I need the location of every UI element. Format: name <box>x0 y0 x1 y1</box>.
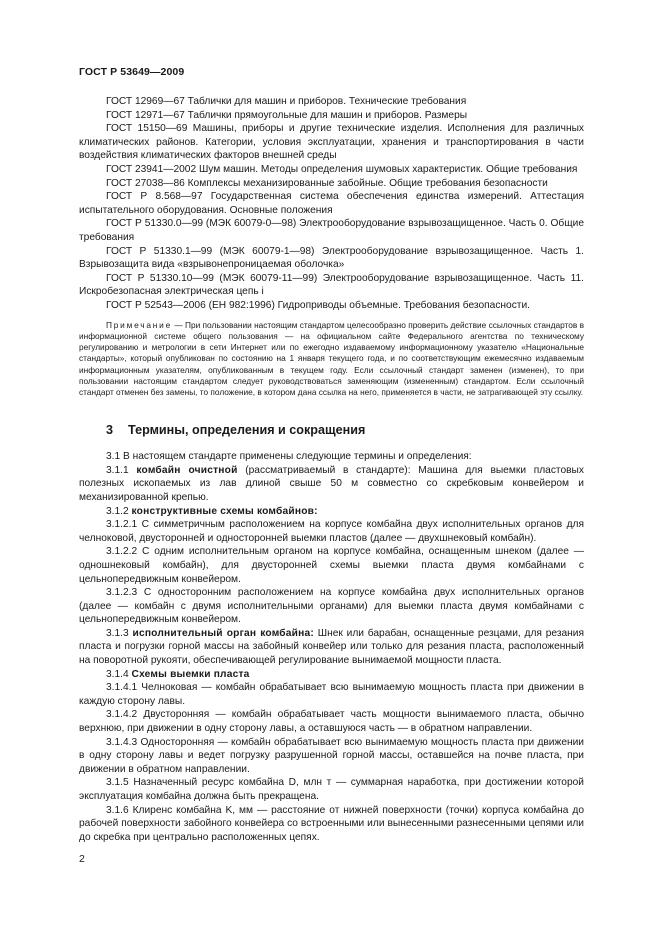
page-content <box>79 95 584 844</box>
clause-number: 3.1.4 <box>106 668 129 680</box>
clause-text: Двусторонняя — комбайн обрабатывает часть мощности вынимаемого пласта, обычно верхнюю, при движении в одну сторону лавы, а оставшуюся часть — в обратном направлении. <box>79 709 584 735</box>
clause-3-1-2-2 <box>79 545 584 586</box>
clause-3-1-5 <box>79 776 584 803</box>
clause-3-1-4-2 <box>79 708 584 735</box>
clause-3-1-2 <box>79 505 584 519</box>
clause-term: комбайн очистной <box>136 464 238 476</box>
clause-text: Челноковая — комбайн обрабатывает всю вынимаемую мощность пласта при движении в каждую сторону лавы. <box>79 682 584 707</box>
clause-text: Шнек или барабан, оснащенные резцами, для резания пласта и погрузки горной массы на забойный конвейер или только для резания пласта, расположенный на поворотной рукояти, обеспечивающей регулирование вынимаемой мощности пласта. <box>79 627 584 667</box>
note-text: — При пользовании настоящим стандартом целесообразно проверить действие ссылочных стандартов в информационной системе общего пользования — на официальном сайте Федерального агентства по техническому регулированию и метрологии в сети Интернет или по ежегодно издаваемому информационному указателю «Национальные стандарты», который опубликован по состоянию на 1 января текущего года, и по соответствующим ежемесячно издаваемым информационным указателям, опубликованным в текущем году. Если ссылочный стандарт заменен (изменен), то при пользовании настоящим стандартом следует руководствоваться заменяющим (измененным) стандартом. Если ссылочный стандарт отменен без замены, то положение, в котором дана ссылка на него, применяется в части, не затрагивающей эту ссылку. <box>79 319 584 398</box>
reference-item: ГОСТ Р 51330.0—99 (МЭК 60079-0—98) Электрооборудование взрывозащищенное. Часть 0. Общие требования <box>79 218 584 243</box>
clause-number: 3.1.6 <box>106 804 129 816</box>
clause-text: Односторонняя — комбайн обрабатывает всю вынимаемую мощность пласта при движении в одну сторону лавы и ведет погрузку разрушенной горной массы, оставшейся на почве пласта, при движении в обратном направлении. <box>79 736 584 775</box>
clause-number: 3.1.2 <box>106 505 129 517</box>
clause-text: С односторонним расположением на корпусе комбайна двух исполнительных органов (далее — комбайн с двумя исполнительными органами) для выемки пласта двумя комбайнами с цельнопередвижным конвейером. <box>79 587 584 626</box>
clause-3-1-4 <box>79 668 584 682</box>
clause-number: 3.1.2.3 <box>106 587 138 599</box>
section-number: 3 <box>106 422 114 437</box>
clause-term: Схемы выемки пласта <box>131 668 250 680</box>
reference-item: ГОСТ Р 52543—2006 (ЕН 982:1996) Гидроприводы объемные. Требования безопасности. <box>106 299 530 311</box>
clause-number: 3.1.2.2 <box>106 546 138 558</box>
clause-3-1-4-3 <box>79 736 584 777</box>
clause-text: С одним исполнительным органом на корпусе комбайна, оснащенным шнеком (далее — одношнековый комбайн), для двусторонней схемы выемки пласта двумя комбайнами с цельнопередвижным конвейером. <box>79 546 584 585</box>
reference-item: ГОСТ 23941—2002 Шум машин. Методы определения шумовых характеристик. Общие требования <box>106 163 578 175</box>
clause-number: 3.1.4.2 <box>106 709 138 721</box>
clause-text: Клиренс комбайна K, мм — расстояние от нижней поверхности (точки) корпуса комбайна до рабочей поверхности забойного конвейера со встроенными или вынесенными разнесенными цепями или до скребка при центрально расположенных цепях. <box>79 804 584 843</box>
clause-3-1-2-3 <box>79 586 584 627</box>
section-heading <box>79 424 584 438</box>
clause-3-1-4-1 <box>79 681 584 708</box>
clause-text: (рассматриваемый в стандарте): Машина для выемки пластовых полезных ископаемых из лав длиной свыше 50 м совместно со скребковым конвейером и механизированной крепью. <box>79 464 584 503</box>
clause-3-1-3 <box>79 627 584 668</box>
clause-3-1-6 <box>79 804 584 845</box>
note-label: Примечание <box>106 319 173 330</box>
clause-3-1-1 <box>79 464 584 505</box>
reference-item: ГОСТ 12971—67 Таблички прямоугольные для машин и приборов. Размеры <box>106 109 468 121</box>
clauses-list <box>79 450 584 844</box>
reference-item: ГОСТ 27038—86 Комплексы механизированные забойные. Общие требования безопасности <box>106 177 548 189</box>
clause-number: 3.1.5 <box>106 777 129 789</box>
reference-item: ГОСТ 12969—67 Таблички для машин и приборов. Технические требования <box>106 96 467 107</box>
clause-text: Назначенный ресурс комбайна D, млн т — суммарная наработка, при достижении которой эксплуатация комбайна должна быть прекращена. <box>79 777 584 803</box>
clause-number: 3.1.4.3 <box>106 736 138 748</box>
clause-text: С симметричным расположением на корпусе комбайна двух исполнительных органов для челноковой, двусторонней и односторонней выемки пластов (далее — двухшнековый комбайн). <box>79 519 584 544</box>
clause-3-1 <box>79 450 584 464</box>
document-header: ГОСТ Р 53649—2009 <box>79 66 185 78</box>
clause-term: исполнительный орган комбайна: <box>132 627 314 639</box>
clause-text: В настоящем стандарте применены следующие термины и определения: <box>123 451 472 463</box>
clause-number: 3.1.3 <box>106 627 129 639</box>
clause-term: конструктивные схемы комбайнов: <box>131 505 318 517</box>
clause-number: 3.1.2.1 <box>106 519 138 531</box>
note-paragraph <box>79 320 584 399</box>
reference-item: ГОСТ Р 51330.10—99 (МЭК 60079-11—99) Электрооборудование взрывозащищенное. Часть 11. Искробезопасная электрическая цепь i <box>79 272 584 298</box>
clause-number: 3.1.1 <box>106 464 129 476</box>
clause-number: 3.1.4.1 <box>106 682 138 694</box>
clause-number: 3.1 <box>106 451 121 463</box>
reference-item: ГОСТ Р 8.568—97 Государственная система обеспечения единства измерений. Аттестация испытательного оборудования. Основные положения <box>79 191 584 216</box>
page-number: 2 <box>79 853 85 865</box>
section-title: Термины, определения и сокращения <box>128 422 366 437</box>
clause-3-1-2-1 <box>79 518 584 545</box>
reference-item: ГОСТ Р 51330.1—99 (МЭК 60079-1—98) Электрооборудование взрывозащищенное. Часть 1. Взрывозащита вида «взрывонепроницаемая оболочка» <box>79 245 584 271</box>
references-list <box>79 95 584 313</box>
reference-item: ГОСТ 15150—69 Машины, приборы и другие технические изделия. Исполнения для различных климатических районов. Категории, условия эксплуатации, хранения и транспортирования в части воздействия климатических факторов внешней среды <box>79 123 584 162</box>
